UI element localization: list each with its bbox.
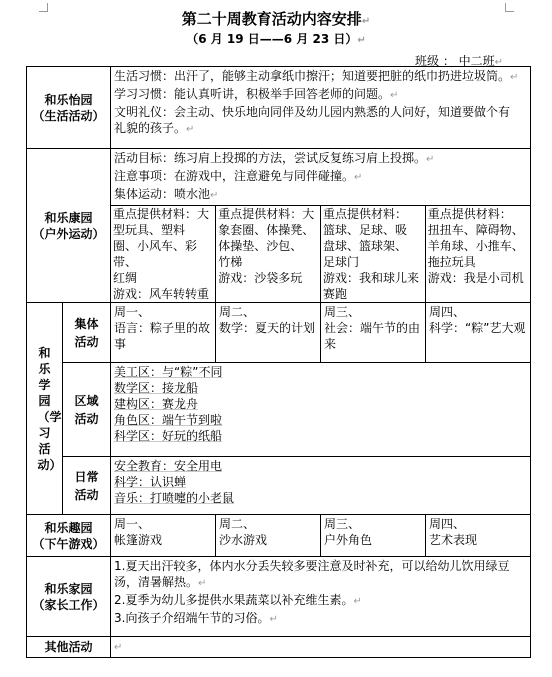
area-line: 角色区：端午节到啦 (114, 413, 223, 427)
health-line: 活动目标：练习肩上投掷的方法，尝试反复练习肩上投掷。↵ (114, 151, 435, 165)
area-line: 建构区：赛龙舟 (114, 397, 199, 411)
health-group: 重点提供材料： 扭扭车、障碍物、 羊角球、小推车、 拖拉玩具 游戏：我是小司机 (425, 206, 530, 303)
row-label-health: 和乐康园 （户外运动） (27, 149, 111, 303)
fun-cell-tue: 周二、 沙水游戏 (216, 515, 321, 557)
life-line: 生活习惯：出汗了，能够主动拿纸巾擦汗；知道要把脏的纸巾扔进垃圾筒。↵ (114, 69, 519, 83)
row-label-fun: 和乐趣园 （下午游戏） (27, 515, 111, 557)
health-line: 集体运动：喷水池↵ (114, 187, 219, 201)
other-content: ↵ (111, 637, 531, 658)
row-label-learn: 和乐学园（学习活动） (27, 303, 63, 515)
sub-label-daily: 日常活动 (63, 457, 111, 515)
area-line: 美工区：与“粽”不同 (114, 365, 223, 379)
group-cell-wed: 周三、 社会：端午节的由来 (321, 303, 426, 363)
health-content (111, 149, 531, 303)
group-cell-thu: 周四、 科学：“粽”艺大观 (426, 303, 531, 363)
home-line: 1.夏天出汗较多，体内水分丢失较多要注意及时补充，可以给幼儿饮用绿豆 (114, 559, 510, 573)
row-learn-area (27, 363, 531, 457)
row-life (27, 67, 531, 149)
area-content (111, 363, 531, 457)
sub-label-area: 区域活动 (63, 363, 111, 457)
row-label-life: 和乐怡园 （生活活动） (27, 67, 111, 149)
fun-cell-thu: 周四、 艺术表现 (426, 515, 531, 557)
document-title: 第二十周教育活动内容安排↵ (181, 10, 371, 28)
daily-content (111, 457, 531, 515)
daily-line: 安全教育：安全用电 (114, 459, 223, 473)
home-line: 2.夏季为幼儿多提供水果蔬菜以补充维生素。↵ (114, 593, 362, 607)
health-groups (111, 205, 530, 302)
area-line: 科学区：好玩的纸船 (114, 429, 223, 443)
daily-line: 音乐：打喷嚏的小老鼠 (114, 491, 235, 505)
schedule-table (26, 66, 531, 658)
group-cell-tue: 周二、 数学：夏天的计划 (216, 303, 321, 363)
life-line: 文明礼仪：会主动、快乐地向同伴及幼儿园内熟悉的人问好，知道要做个有 (114, 105, 511, 119)
home-line: 汤，清暑解热。↵ (114, 575, 207, 589)
health-group: 重点提供材料：大 象套圈、体操凳、 体操垫、沙包、 竹梯 游戏：沙袋多玩 (216, 206, 321, 303)
fun-cell-wed: 周三、 户外角色 (321, 515, 426, 557)
life-line: 礼貌的孩子。↵ (114, 121, 195, 135)
daily-line: 科学：认识蝉 (114, 475, 187, 489)
row-label-other: 其他活动 (27, 637, 111, 658)
area-line: 数学区：接龙船 (114, 381, 199, 395)
health-group: 重点提供材料： 篮球、足球、吸 盘球、篮球架、 足球门 游戏：我和球儿来赛跑 (321, 206, 426, 303)
row-health (27, 149, 531, 303)
home-line: 3.向孩子介绍端午节的习俗。↵ (114, 611, 278, 625)
row-learn-daily (27, 457, 531, 515)
health-line: 注意事项：在游戏中，注意避免与同伴碰撞。↵ (114, 169, 363, 183)
row-fun (27, 515, 531, 557)
life-line: 学习习惯：能认真听讲，积极举手回答老师的问题。↵ (114, 87, 399, 101)
row-label-home: 和乐家园 （家长工作） (27, 557, 111, 637)
date-range: （6 月 19 日——6 月 23 日）↵ (186, 32, 366, 46)
fun-cell-mon: 周一、 帐篷游戏 (111, 515, 216, 557)
row-learn-group (27, 303, 531, 363)
group-cell-mon: 周一、 语言：粽子里的故事 (111, 303, 216, 363)
class-label: 班级 ： 中二班↵ (415, 54, 504, 68)
home-content (111, 557, 531, 637)
health-group: 重点提供材料：大 型玩具、塑料 圈、小风车、彩带、 红绸 游戏：风车转转重 (113, 207, 210, 301)
sub-label-group: 集体活动 (63, 303, 111, 363)
row-other (27, 637, 531, 658)
row-home (27, 557, 531, 637)
life-content (111, 67, 531, 149)
